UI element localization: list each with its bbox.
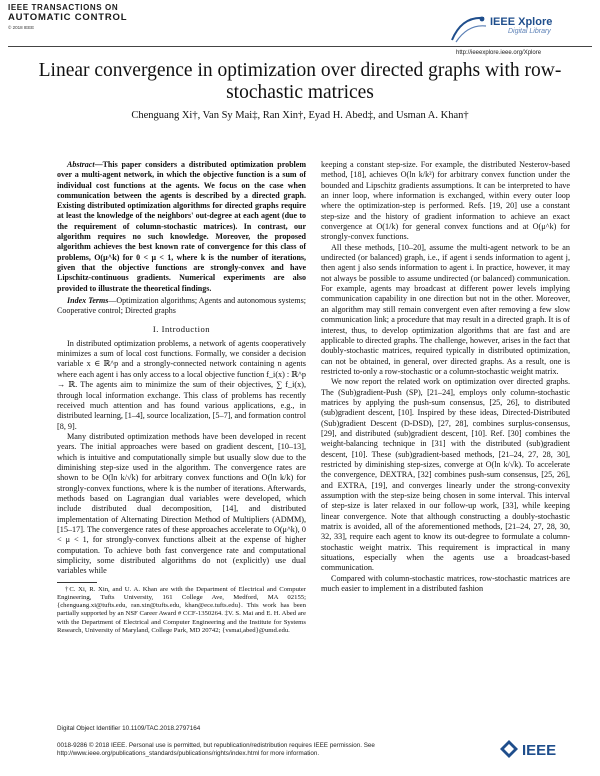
- xplore-brand: IEEE Xplore: [490, 16, 553, 28]
- intro-paragraph-2: Many distributed optimization methods have been developed in recent years. The initial approaches were based on gradient descent, [10–13], which is intuitive and computationally simple but usually slow due to the diminishing step-size used in the algorithm. The convergence rates are shown to be O(ln k/√k) for arbitrary convex functions and O(ln k/k) for strongly-convex functions, where k is the number of iterations. Afterwards, methods based on Lagrangian dual variables were developed, which include distributed dual decomposition, [14], and distributed implementation of Alternating Direction Method of Multipliers (ADMM), [15–17]. The convergence rates of these approaches accelerate to O(μ^k), 0 < μ < 1, for strongly-convex functions albeit at the expense of higher computation. To achieve both fast convergence rate and computational simplicity, some distributed algorithms do not (explicitly) use dual variables while: [57, 431, 306, 576]
- right-paragraph-1: keeping a constant step-size. For example, the distributed Nesterov-based method, [18], achieves O(ln k/k²) for arbitrary convex function under the bounded and Lipschitz gradients assumptions. It can be interpreted to have an inner loop, where information is exchanged, within every outer loop where the optimization-step is performed. Refs. [19, 20] use a constant step-size and the history of gradient information to achieve an exact convergence at O(1/k) for general convex functions and at O(μ^k) for strongly-convex functions.: [321, 160, 570, 242]
- paper-title: Linear convergence in optimization over directed graphs with row-stochastic matrices: [38, 60, 562, 103]
- footnote-divider: [57, 582, 97, 583]
- section-heading-introduction: I. Introduction: [152, 324, 211, 335]
- abstract: [57, 160, 306, 294]
- abstract-label: Abstract: [67, 160, 95, 169]
- xplore-logo-icon: [448, 14, 488, 44]
- right-column: [321, 160, 570, 594]
- xplore-subtitle: Digital Library: [508, 28, 551, 35]
- ieee-xplore-badge: [446, 14, 576, 56]
- right-paragraph-2: All these methods, [10–20], assume the multi-agent network to be an undirected (or balanced) graph, i.e., if agent i sends information to agent j, then agent j also sends information to agent i. In practice, however, it may not always be possible to assume undirected (or balanced) communication. For example, agents may broadcast at different power levels implying communication capability in one direction but not in the other. Moreover, an algorithm may still remain convergent even after removing a few slow communication link; a procedure that may result in a directed graph. It is of interest, thus, to develop optimization algorithms that are fast and are applicable to directed graphs. The challenge, however, arises in the fact that doubly-stochastic matrices, required typically in distributed optimization, can not be obtained, in general, over directed graphs. As a result, one is restricted to-only a row-stochastic or a column-stochastic weight matrix.: [321, 242, 570, 376]
- right-paragraph-4: Compared with column-stochastic matrices, row-stochastic matrices are much easier to implement in a distributed fashion: [321, 573, 570, 594]
- index-terms-label: Index Terms: [67, 295, 109, 305]
- header-divider: [8, 46, 592, 47]
- journal-header: [8, 3, 127, 30]
- xplore-url[interactable]: http://ieeexplore.ieee.org/Xplore: [456, 50, 542, 56]
- journal-line-2: AUTOMATIC CONTROL: [8, 12, 128, 23]
- index-terms: [57, 296, 306, 317]
- doi: Digital Object Identifier 10.1109/TAC.2018.2797164: [57, 725, 201, 732]
- author-footnote: †C. Xi, R. Xin, and U. A. Khan are with the Department of Electrical and Computer Engineering, Tufts University, 161 College Ave, Medford, MA 02155; {chenguang.xi@tufts.edu, ran.xin@tufts.edu, khan@ece.tufts.edu}. This work has been partially supported by an NSF Career Award # CCF-1350264. ‡V. S. Mai and E. H. Abed are with the Department of Electrical and Computer Engineering and the Institute for Systems Research, University of Maryland, College Park, MD 20742; {vsmai,abed}@umd.edu.: [57, 585, 306, 634]
- left-column: [57, 160, 306, 635]
- copyright-notice: 0018-9286 © 2018 IEEE. Personal use is permitted, but republication/redistribution requires IEEE permission. See http://www.ieee.org/publications_standards/publications/rights/index.html for more information.: [57, 742, 375, 757]
- index-terms-text: —Optimization algorithms; Agents and autonomous systems; Cooperative control; Directed graphs: [57, 295, 306, 316]
- abstract-text: —This paper considers a distributed optimization problem over a multi-agent network, in which the objective function is a sum of individual cost functions at the agents. We focus on the case when communication between the agents is described by a directed graph. Existing distributed optimization algorithms for directed graphs require at least the knowledge of the neighbors' out-degree at each agent (due to the requirement of column-stochastic matrices). In contrast, our algorithm requires no such knowledge. Moreover, the proposed algorithm achieves the best known rate of convergence for this class of problems, O(μ^k) for 0 < μ < 1, where k is the number of iterations, given that the objective functions are strongly-convex and have Lipschitz-continuous gradients. Numerical experiments are also provided to illustrate the theoretical findings.: [57, 160, 306, 293]
- ieee-logo-icon: [498, 738, 572, 760]
- paper-authors: Chenguang Xi†, Van Sy Mai‡, Ran Xin†, Eyad H. Abed‡, and Usman A. Khan†: [131, 110, 469, 121]
- right-paragraph-3: We now report the related work on optimization over directed graphs. The (Sub)gradient-Push (SP), [21–24], employs only column-stochastic matrices by applying the push-sum consensus, [25, 26], to distributed (sub)gradient descent, [10]. Inspired by these ideas, Directed-Distributed (Sub)gradient Descent (D-DSD), [27, 28], combines surplus-consensus, [29], and distributed (sub)gradient descent, [10]. Ref. [30] combines the weight-balancing technique in [31] with the distributed (sub)gradient descent, [10]. These (sub)gradient-based methods, [21–24, 27, 28, 30], restricted by diminishing step-sizes, converge at O(ln k/√k). To accelerate the convergence, DEXTRA, [32] combines push-sum consensus, [25, 26], and EXTRA, [19], and converges linearly under the strong-convexity assumption with the step-size being chosen in some interval. This interval of step-size is later relaxed in our follow-up work, [33], while keeping linear convergence. Note that although constructing a doubly-stochastic matrix is avoided, all of the aforementioned methods, [21–24, 27, 28, 30, 32, 33], require each agent to know its out-degree to formulate a column-stochastic weight matrix. This requirement is impractical in many situations, especially when the agents use a broadcast-based communication.: [321, 377, 570, 573]
- journal-small-print: © 2018 IEEE: [8, 25, 35, 30]
- journal-line-1: IEEE TRANSACTIONS ON: [8, 3, 119, 12]
- ieee-logo-text: IEEE: [522, 742, 557, 759]
- intro-paragraph-1: In distributed optimization problems, a network of agents cooperatively minimizes a sum of local cost functions. Formally, we consider a decision variable x ∈ ℝ^p and a strongly-connected network containing n agents where each agent i has only access to a local objective function f_i(x) : ℝ^p → ℝ. The agents aim to minimize the sum of their objectives, ∑ f_i(x), through local information exchange. This class of problems has recently received much attention and has found various applications, e.g., in distributed learning, [1–4], source localization, [5–7], and formation control [8, 9].: [57, 338, 306, 431]
